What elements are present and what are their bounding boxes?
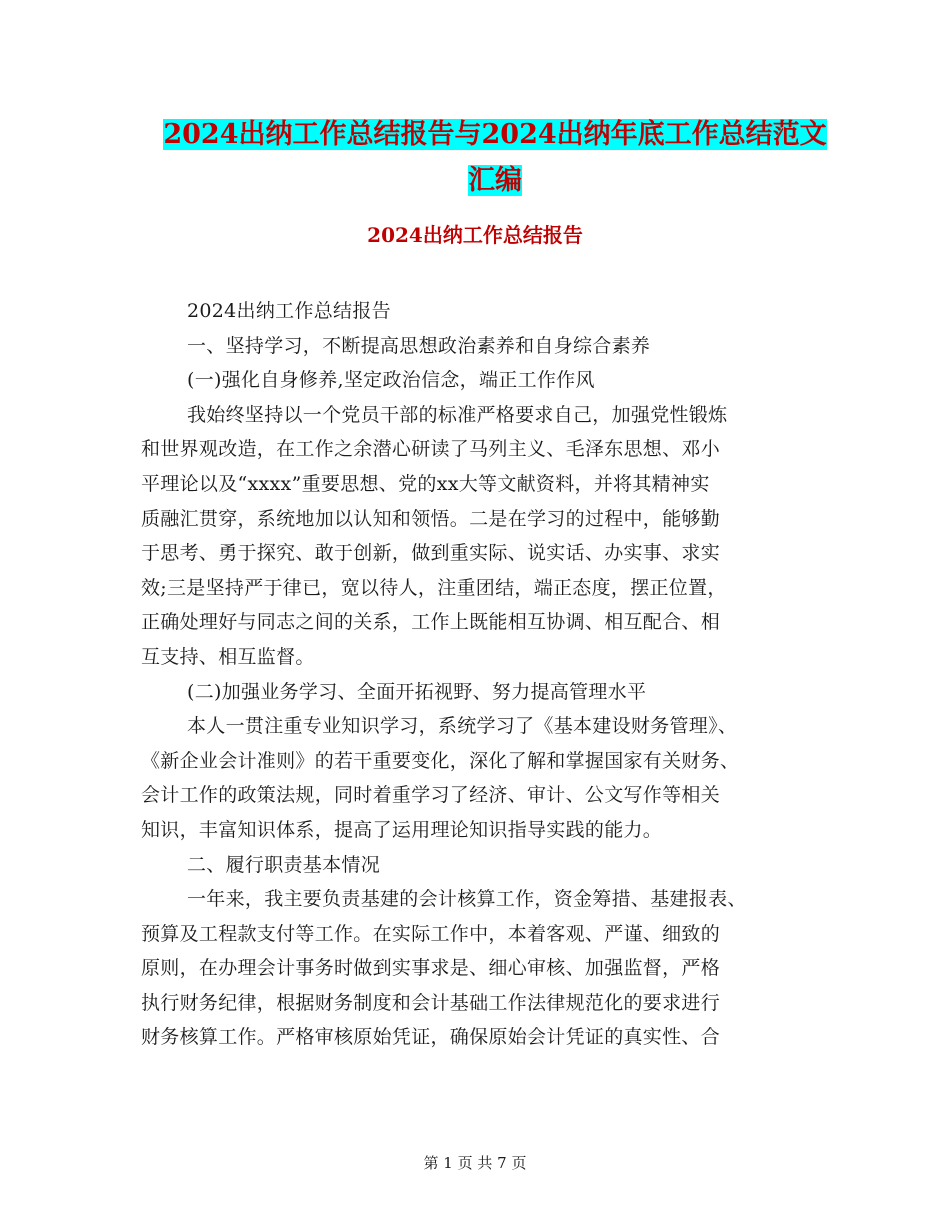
document-title-line-1: 2024出纳工作总结报告与2024出纳年底工作总结范文 — [163, 119, 827, 150]
text-line: 一、坚持学习，不断提高思想政治素养和自身综合素养 — [187, 334, 651, 357]
text-line: (二)加强业务学习、全面开拓视野、努力提高管理水平 — [187, 680, 647, 703]
text-line: (一)强化自身修养,坚定政治信念，端正工作作风 — [187, 369, 595, 392]
text-line: 《新企业会计准则》的若干重要变化，深化了解和掌握国家有关财务、 — [141, 749, 740, 772]
text-line: 效;三是坚持严于律已，宽以待人，注重团结，端正态度，摆正位置， — [141, 576, 727, 599]
page-footer: 第 1 页 共 7 页 — [423, 1154, 527, 1172]
text-line: 互支持、相互监督。 — [141, 645, 315, 668]
text-line: 预算及工程款支付等工作。在实际工作中，本着客观、严谨、细致的 — [141, 922, 721, 945]
text-line: 会计工作的政策法规，同时着重学习了经济、审计、公文写作等相关 — [141, 784, 721, 807]
text-line: 于思考、勇于探究、敢于创新，做到重实际、说实话、办实事、求实 — [141, 542, 721, 565]
text-line: 财务核算工作。严格审核原始凭证，确保原始会计凭证的真实性、合 — [141, 1026, 721, 1049]
text-line: 2024出纳工作总结报告 — [187, 300, 391, 322]
text-line: 本人一贯注重专业知识学习，系统学习了《基本建设财务管理》、 — [187, 715, 738, 738]
text-line: 执行财务纪律，根据财务制度和会计基础工作法律规范化的要求进行 — [141, 991, 721, 1014]
text-line: 二、履行职责基本情况 — [187, 853, 381, 876]
section-title: 2024出纳工作总结报告 — [367, 223, 583, 247]
text-line: 平理论以及“xxxx”重要思想、党的xx大等文献资料，并将其精神实 — [141, 472, 710, 495]
document-title — [140, 112, 850, 204]
text-line: 知识，丰富知识体系，提高了运用理论知识指导实践的能力。 — [141, 818, 663, 841]
text-line: 正确处理好与同志之间的关系，工作上既能相互协调、相互配合、相 — [141, 611, 721, 634]
text-line: 一年来，我主要负责基建的会计核算工作，资金筹措、基建报表、 — [187, 888, 747, 911]
text-line: 我始终坚持以一个党员干部的标准严格要求自己，加强党性锻炼 — [187, 403, 728, 426]
text-line: 质融汇贯穿，系统地加以认知和领悟。二是在学习的过程中，能够勤 — [141, 507, 721, 530]
text-line: 和世界观改造，在工作之余潜心研读了马列主义、毛泽东思想、邓小 — [141, 438, 721, 461]
body-text — [141, 294, 811, 1055]
text-line: 原则，在办理会计事务时做到实事求是、细心审核、加强监督，严格 — [141, 957, 721, 980]
document-title-line-2: 汇编 — [468, 165, 522, 196]
